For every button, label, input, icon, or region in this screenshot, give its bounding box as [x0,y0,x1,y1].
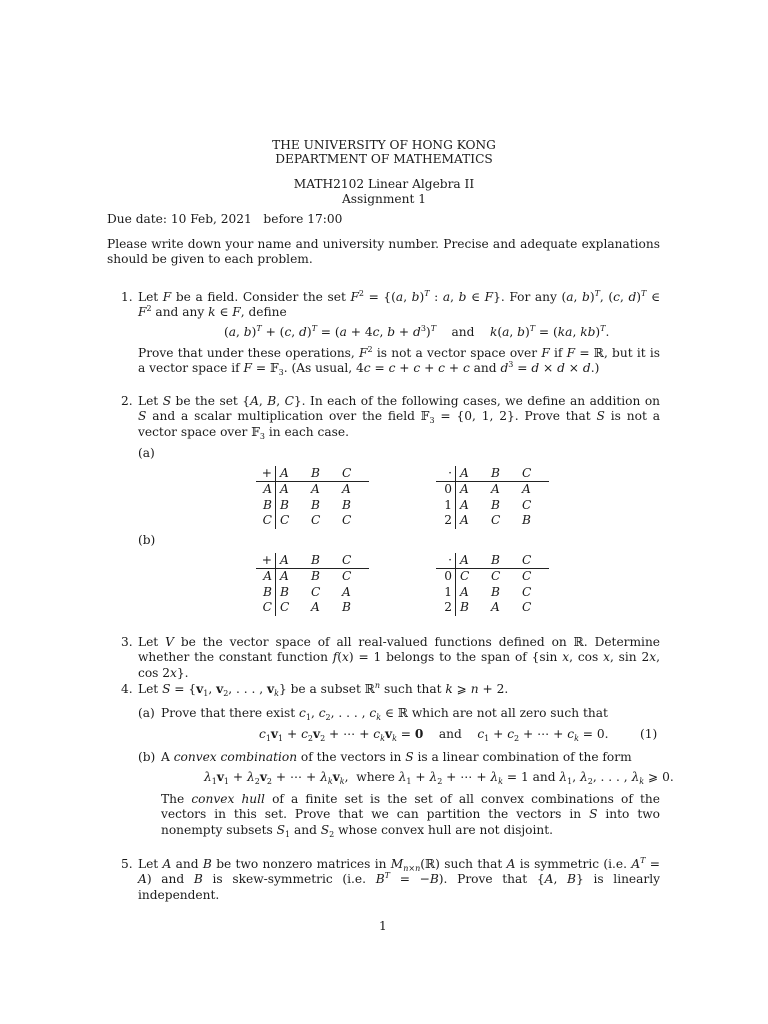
table-cell: A [491,600,500,615]
problem-4-equation-2: $\lambda_1v_1 + \lambda_2v_2$ + ⋯ + $\lambda_kv_k$, where $\lambda_1 + \lambda_2$ + ⋯ + $\lambda_k = 1$ and $\lambda_1$, $\lambda_2$, . . . , $\lambda_k$ ⩾ 0. [204,770,674,786]
row-label: 1 [436,498,456,513]
table-a-mul-op: · [436,466,456,482]
problem-1-number: 1. [121,290,133,304]
table-cell: C [460,569,470,584]
row-label: C [256,513,276,528]
problem-2-text: Let S be the set {A, B, C}. In each of the following cases, we define an addition on S and a scalar multiplication over the field 𝔽$_3$ = {0, 1, 2}. Prove that S is not a vector space over 𝔽$_3$ in each case. [138,394,661,441]
table-header-cell: B [487,466,518,482]
table-row [436,482,549,498]
row-label: 2 [436,600,456,615]
table-header-cell: A [276,553,308,569]
problem-3-text: Let V be the vector space of all real-valued functions defined on ℝ. Determine whether the constant function f(x) = 1 belongs to the span of {sin x, cos x, sin 2x, cos 2x}. [138,635,661,680]
table-cell: C [522,584,532,599]
table-cell: B [311,569,320,584]
problem-2-number: 2. [121,394,133,408]
problem-2-part-b-label: (b) [138,533,156,547]
table-cell: B [342,497,351,512]
row-label: C [256,600,276,615]
table-b-mul-op: · [436,553,456,569]
table-cell: B [491,497,500,512]
table-header-cell: B [307,466,338,482]
table-cell: A [522,482,531,497]
table-cell: A [311,482,320,497]
table-cell: A [460,584,469,599]
table-cell: A [491,482,500,497]
table-cell: B [522,513,531,528]
table-cell: A [311,600,320,615]
problem-4-part-b-label: (b) [138,750,156,764]
problem-4-part-a-text: Prove that there exist $c_1$, $c_2$, . . . , $c_k$ ∈ ℝ which are not all zero such that [161,706,608,722]
table-header-cell: C [338,553,369,569]
due-date: Due date: 10 Feb, 2021 before 17:00 [107,212,343,226]
university-name: THE UNIVERSITY OF HONG KONG [272,138,496,152]
table-cell: A [280,482,289,497]
table-row [256,600,369,615]
table-cell: C [491,513,501,528]
table-row [256,585,369,600]
table-row [436,585,549,600]
table-cell: C [342,513,352,528]
table-cell: C [280,513,290,528]
row-label: A [256,569,276,585]
table-cell: C [280,600,290,615]
department-name: DEPARTMENT OF MATHEMATICS [275,152,493,166]
table-cell: B [280,497,289,512]
table-header-cell: B [307,553,338,569]
row-label: 1 [436,585,456,600]
table-header-cell: C [338,466,369,482]
table-row [436,569,549,585]
table-header-cell: C [518,553,549,569]
table-cell: A [342,482,351,497]
table-row [256,569,369,585]
table-cell: C [522,569,532,584]
table-header-cell: B [487,553,518,569]
table-row [436,513,549,528]
table-cell: B [342,600,351,615]
problem-5-number: 5. [121,857,133,871]
table-cell: B [311,497,320,512]
problem-4-part-b-question: The convex hull of a finite set is the set of all convex combinations of the vectors in this set. Prove that we can partition the vectors in S into two nonempty subsets $S_1$ and $S_2$ whose convex hull are not disjoint. [161,792,661,839]
table-cell: A [460,513,469,528]
table-cell: B [491,584,500,599]
problem-4-part-a-label: (a) [138,706,155,720]
problem-1-text: Let F be a field. Consider the set $F^2 = \{(a$, b)$^T$ : a, b ∈ F}. For any (a, b)$^T$, (c, d)$^T$ ∈ $F^2$ and any k ∈ F, define [138,289,660,320]
problem-4-number: 4. [121,682,133,696]
table-b-multiplication [436,553,549,616]
table-header-cell: A [276,466,308,482]
table-a-add-op: + [256,466,276,482]
table-b-add-op: + [256,553,276,569]
row-label: B [256,498,276,513]
problem-1-equation: (a, b)$^T$ + (c, d)$^T$ = (a + 4c, $b + d^3)^T$ and k(a, b)$^T$ = (ka, kb)$^T$. [224,324,610,339]
equation-number: (1) [640,727,658,741]
table-cell: C [522,497,532,512]
table-a-multiplication [436,466,549,529]
table-cell: A [460,497,469,512]
problem-1-question: Prove that under these operations, $F^2$ is not a vector space over F if F = ℝ, but it is a vector space if F = 𝔽$_3$. (As usual, 4c = c + c + c + c and $d^3 = d \times d \times d$.) [138,345,660,378]
row-label: B [256,585,276,600]
instructions: Please write down your name and university number. Precise and adequate explanations should be given to each problem. [107,237,660,267]
assignment-title: Assignment 1 [341,192,426,206]
page-number: 1 [379,919,387,933]
table-header-cell: C [518,466,549,482]
table-row [256,498,369,513]
table-cell: B [280,584,289,599]
table-cell: A [460,482,469,497]
table-cell: A [280,569,289,584]
table-row [436,600,549,615]
table-cell: C [311,513,321,528]
row-label: 2 [436,513,456,528]
problem-3-number: 3. [121,635,133,649]
table-cell: C [491,569,501,584]
row-label: 0 [436,482,456,498]
table-header-cell: A [456,553,488,569]
course-title: MATH2102 Linear Algebra II [293,177,475,191]
table-cell: C [342,569,352,584]
problem-4-equation-1: $c_1v_1 + c_2v_2$ + ⋯ + $c_kv_k = 0$ and $c_1 + c_2$ + ⋯ + $c_k = 0$. [259,727,609,743]
problem-2-part-a-label: (a) [138,446,155,460]
table-row [256,513,369,528]
table-header-cell: A [456,466,488,482]
table-a-addition [256,466,369,529]
table-cell: A [342,584,351,599]
table-cell: B [460,600,469,615]
table-cell: C [311,584,321,599]
table-b-addition [256,553,369,616]
problem-4-text: Let $S = \{v_1$, $v_2$, . . . , $v_k$} be a subset ℝ$^n$ such that k ⩾ n + 2. [138,681,509,698]
table-row [256,482,369,498]
row-label: 0 [436,569,456,585]
table-row [436,498,549,513]
row-label: A [256,482,276,498]
table-cell: C [522,600,532,615]
problem-4-part-b-text: A convex combination of the vectors in S is a linear combination of the form [161,750,632,764]
problem-5-text: Let A and B be two nonzero matrices in $M_{n\times n}(ℝ)$ such that A is symmetric (i.e. $A^T = A$) and B is skew-symmetric (i.e. $B^T = -B$). Prove that {A, B} is linearly independent. [138,856,661,902]
